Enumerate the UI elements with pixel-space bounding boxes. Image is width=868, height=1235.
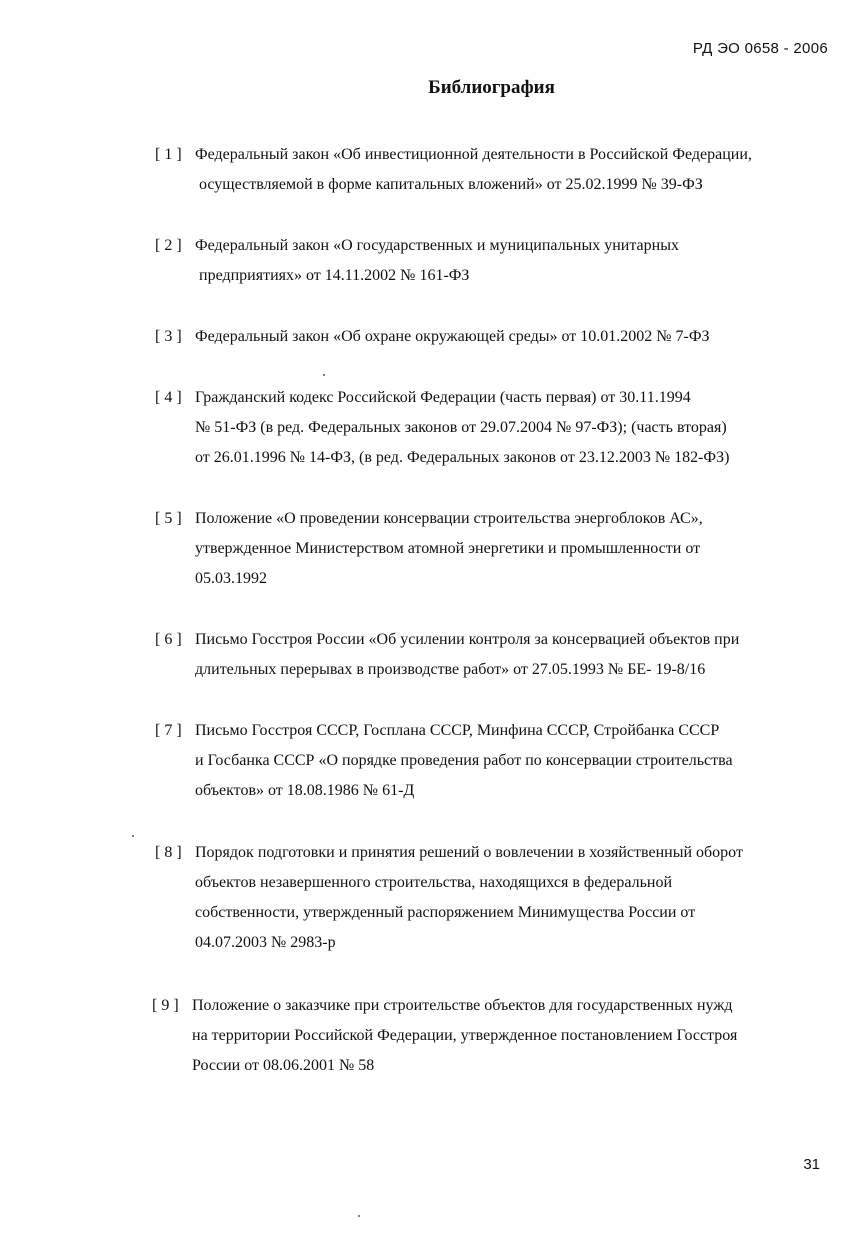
entry-text [195,231,835,291]
entry-text [195,716,835,806]
entry-line: Гражданский кодекс Российской Федерации (часть первая) от 30.11.1994 [195,389,691,406]
bibliography-entry-7 [155,716,835,806]
entry-line: утвержденное Министерством атомной энергетики и промышленности от [195,540,701,557]
entry-line: Письмо Госстроя СССР, Госплана СССР, Минфина СССР, Стройбанка СССР [195,722,720,739]
entry-line: и Госбанка СССР «О порядке проведения работ по консервации строительства [195,752,733,769]
entry-line: на территории Российской Федерации, утвержденное постановлением Госстроя [192,1027,738,1044]
bibliography-entry-8 [155,838,835,958]
entry-number: [ 8 ] [155,844,182,861]
entry-line: собственности, утвержденный распоряжением Минимущества России от [195,904,696,921]
entry-line: длительных перерывах в производстве работ» от 27.05.1993 № БЕ- 19-8/16 [195,661,706,678]
entry-text [195,504,835,594]
scan-speck [132,835,134,837]
entry-line: объектов незавершенного строительства, находящихся в федеральной [195,874,673,891]
entry-line: Федеральный закон «Об инвестиционной деятельности в Российской Федерации, [195,146,752,163]
entry-text [195,140,835,200]
bibliography-entry-5 [155,504,835,594]
entry-line: объектов» от 18.08.1986 № 61-Д [195,782,415,799]
entry-line: предприятиях» от 14.11.2002 № 161-ФЗ [199,267,470,284]
bibliography-entry-4 [155,383,835,473]
entry-number: [ 9 ] [152,997,179,1014]
entry-line: Положение «О проведении консервации строительства энергоблоков АС», [195,510,703,527]
entry-line: России от 08.06.2001 № 58 [192,1057,375,1074]
entry-number: [ 3 ] [155,328,182,345]
entry-text [192,991,832,1081]
page-title: Библиография [428,77,555,98]
entry-number: [ 2 ] [155,237,182,254]
entry-line: Письмо Госстроя России «Об усилении контроля за консервацией объектов при [195,631,740,648]
entry-number: [ 5 ] [155,510,182,527]
entry-line: № 51-ФЗ (в ред. Федеральных законов от 29.07.2004 № 97-ФЗ); (часть вторая) [195,419,727,436]
bibliography-entry-3 [155,322,835,352]
entry-line: 05.03.1992 [195,570,267,587]
bibliography-entry-9 [152,991,832,1081]
entry-line: осуществляемой в форме капитальных вложений» от 25.02.1999 № 39-ФЗ [199,176,703,193]
scan-speck [323,374,325,376]
entry-text [195,322,835,352]
entry-number: [ 7 ] [155,722,182,739]
entry-number: [ 6 ] [155,631,182,648]
entry-line: от 26.01.1996 № 14-ФЗ, (в ред. Федеральных законов от 23.12.2003 № 182-ФЗ) [195,449,730,466]
bibliography-entry-6 [155,625,835,685]
entry-line: 04.07.2003 № 2983-р [195,934,336,951]
document-code: РД ЭО 0658 - 2006 [692,40,828,57]
entry-line: Федеральный закон «Об охране окружающей среды» от 10.01.2002 № 7-ФЗ [195,328,710,345]
entry-text [195,383,835,473]
entry-number: [ 1 ] [155,146,182,163]
entry-line: Положение о заказчике при строительстве объектов для государственных нужд [192,997,733,1014]
entry-text [195,625,835,685]
scan-speck [358,1215,360,1217]
bibliography-entry-2 [155,231,835,291]
entry-line: Федеральный закон «О государственных и муниципальных унитарных [195,237,679,254]
entry-number: [ 4 ] [155,389,182,406]
page-number: 31 [803,1156,820,1173]
entry-line: Порядок подготовки и принятия решений о вовлечении в хозяйственный оборот [195,844,743,861]
entry-text [195,838,835,958]
bibliography-entry-1 [155,140,835,200]
